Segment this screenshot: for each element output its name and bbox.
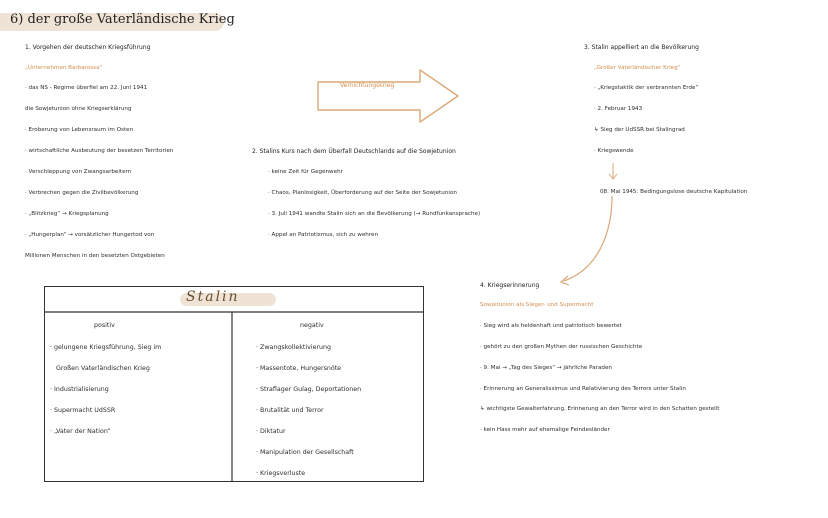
table-cell-negative: · Straflager Gulag, Deportationen xyxy=(256,386,362,393)
list-item: · keine Zeit für Gegenwehr xyxy=(268,169,343,175)
table-cell-positive: · „Vater der Nation“ xyxy=(50,428,111,435)
table-cell-positive: · Supermacht UdSSR xyxy=(50,407,116,414)
negative-header: negativ xyxy=(300,322,324,329)
list-item: · „Kriegstaktik der verbrannten Erde“ xyxy=(594,85,699,91)
list-item: ↳ wichtigste Gewalterfahrung, Erinnerung an den Terror wird in den Schatten gestellt xyxy=(480,406,720,412)
table-cell-negative: · Massentote, Hungersnöte xyxy=(256,365,342,372)
stalin-title: Stalin xyxy=(186,289,240,305)
arrow-label: Vernichtungskrieg xyxy=(340,82,395,89)
list-item: · 2. Februar 1943 xyxy=(594,106,643,112)
list-item: · „Blitzkrieg“ → Kriegsplanung xyxy=(25,211,109,217)
list-item: · Chaos, Planlosigkeit, Überforderung auf der Seite der Sowjetunion xyxy=(268,190,457,196)
section-1-heading: 1. Vorgehen der deutschen Kriegsführung xyxy=(25,44,151,51)
list-item: · Kriegswende xyxy=(594,148,634,154)
section-2-heading: 2. Stalins Kurs nach dem Überfall Deutschlands auf die Sowjetunion xyxy=(252,148,456,155)
list-item: Millionen Menschen in den besetzten Ostgebieten xyxy=(25,253,165,259)
table-cell-positive: · Industrialisierung xyxy=(50,386,109,393)
list-item: · Erinnerung an Generalissimus und Relativierung des Terrors unter Stalin xyxy=(480,386,686,392)
list-item: · Verschleppung von Zwangsarbeitern xyxy=(25,169,132,175)
list-item: ↳ Sieg der UdSSR bei Stalingrad xyxy=(594,127,685,133)
table-cell-negative: · Manipulation der Gesellschaft xyxy=(256,449,354,456)
list-item: · 3. Juli 1941 wandte Stalin sich an die Bevölkerung (→ Rundfunkansprache) xyxy=(268,211,481,217)
list-item: · Verbrechen gegen die Zivilbevölkerung xyxy=(25,190,139,196)
list-item: · Eroberung von Lebensraum im Osten xyxy=(25,127,134,133)
list-item: 08. Mai 1945: Bedingungslose deutsche Kapitulation xyxy=(600,189,748,195)
section-3-subheading: „Großer Vaterländischer Krieg“ xyxy=(594,65,681,71)
list-item: · wirtschaftliche Ausbeutung der besetzen Territorien xyxy=(25,148,174,154)
list-item: die Sowjetunion ohne Kriegserklärung xyxy=(25,106,132,112)
table-cell-positive: Großen Vaterländischen Krieg xyxy=(56,365,150,372)
list-item: · Appel an Patriotismus, sich zu wehren xyxy=(268,232,379,238)
section-3-heading: 3. Stalin appelliert an die Bevölkerung xyxy=(584,44,699,51)
list-item: · „Hungerplan“ → vorsätzlicher Hungertod von xyxy=(25,232,155,238)
table-cell-negative: · Diktatur xyxy=(256,428,286,435)
table-cell-negative: · Brutalität und Terror xyxy=(256,407,324,414)
section-1-subheading: „Unternehmen Barbarossa“ xyxy=(25,65,103,71)
page-title: 6) der große Vaterländische Krieg xyxy=(10,12,235,27)
table-cell-negative: · Kriegsverluste xyxy=(256,470,306,477)
list-item: · gehört zu den großen Mythen der russischen Geschichte xyxy=(480,344,643,350)
section-4-subheading: Sowjetunion als Sieger- und Supermacht xyxy=(480,302,594,308)
table-cell-negative: · Zwangskollektivierung xyxy=(256,344,332,351)
list-item: · 9. Mai → „Tag des Sieges“ → jährliche Paraden xyxy=(480,365,612,371)
list-item: · das NS - Regime überfiel am 22. Juni 1941 xyxy=(25,85,148,91)
list-item: · kein Hass mehr auf ehemalige Feindesländer xyxy=(480,427,610,433)
section-4-heading: 4. Kriegserinnerung xyxy=(480,282,540,289)
table-cell-positive: · gelungene Kriegsführung, Sieg im xyxy=(50,344,162,351)
positive-header: positiv xyxy=(94,322,115,329)
list-item: · Sieg wird als heldenhaft und patriotisch bewertet xyxy=(480,323,622,329)
